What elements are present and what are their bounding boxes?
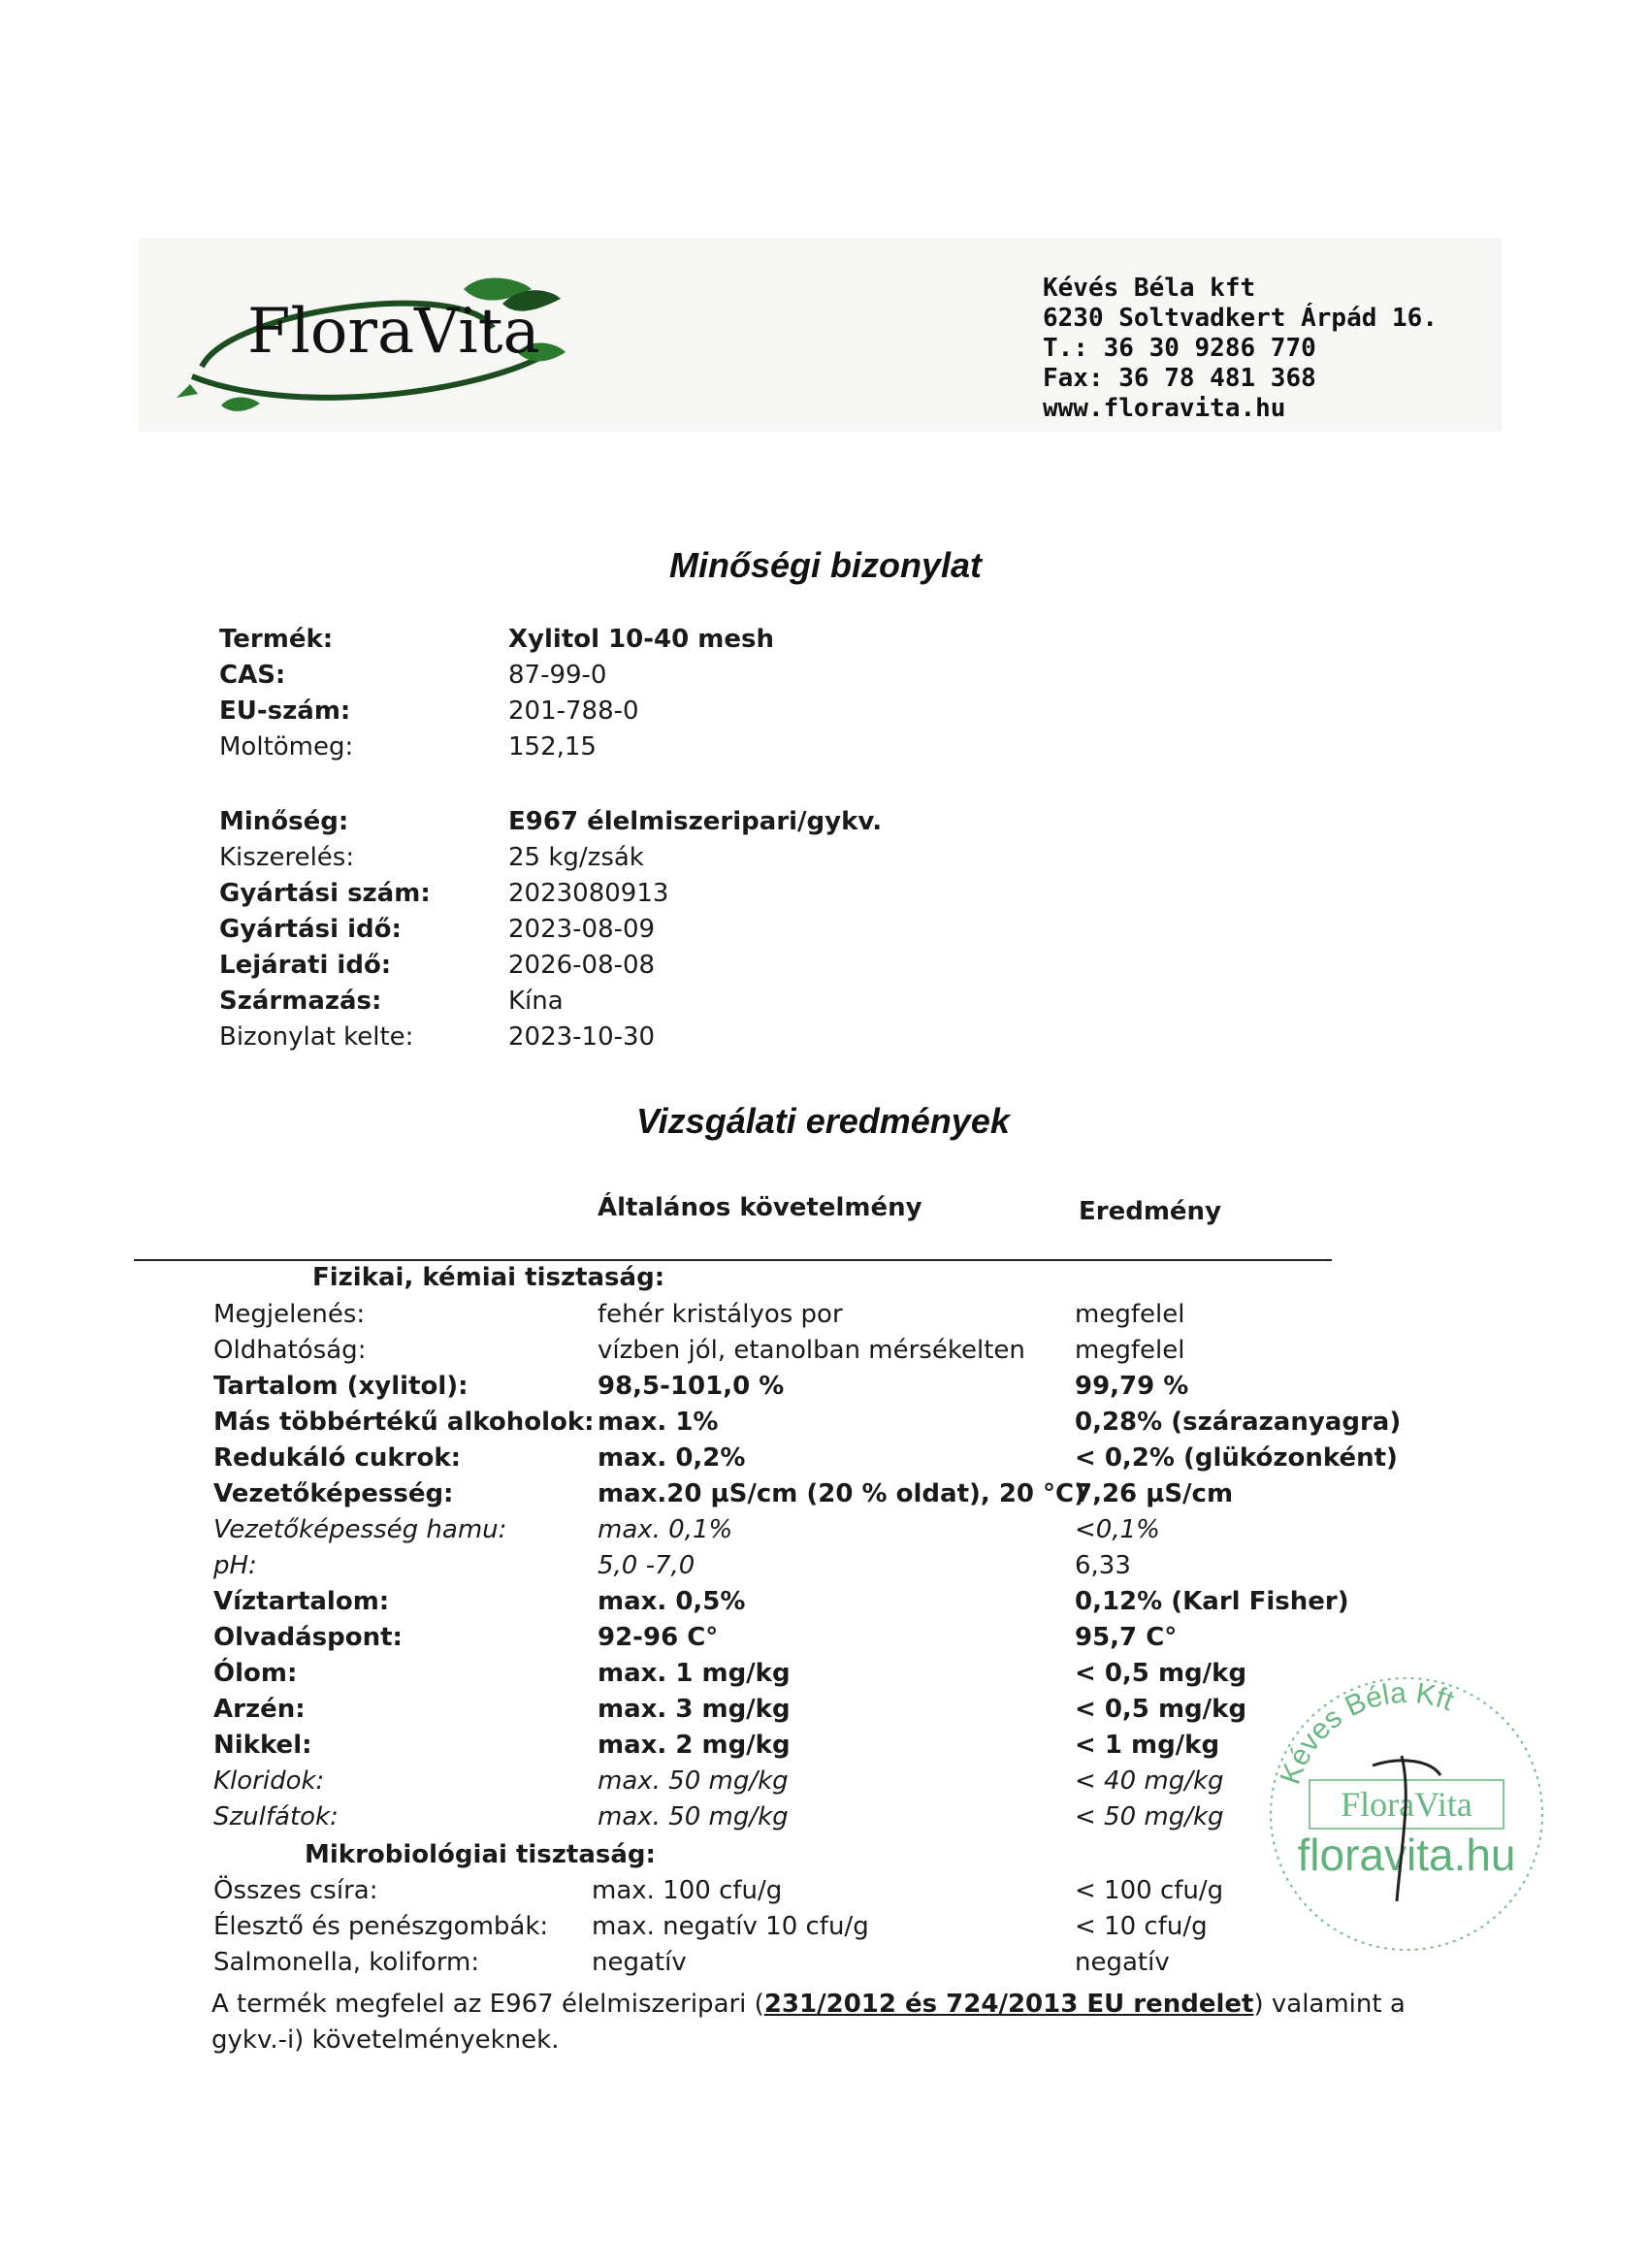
company-address: 6230 Soltvadkert Árpád 16. <box>1043 304 1438 333</box>
res-salmonella: negatív <box>1075 1948 1170 1977</box>
req-lead: max. 1 mg/kg <box>598 1659 791 1688</box>
table-row <box>0 1479 1649 1515</box>
res-reducing-sugars: < 0,2% (glükózonként) <box>1075 1443 1398 1473</box>
res-solubility: megfelel <box>1075 1336 1185 1365</box>
res-polyols: 0,28% (szárazanyagra) <box>1075 1408 1402 1437</box>
req-arsenic: max. 3 mg/kg <box>598 1695 791 1724</box>
param-arsenic: Arzén: <box>213 1695 306 1724</box>
regulation-reference: 231/2012 és 724/2013 EU rendelet <box>763 1990 1254 2019</box>
compliance-text-before: A termék megfelel az E967 élelmiszeripari ( <box>211 1990 764 2019</box>
req-conductivity: max.20 µS/cm (20 % oldat), 20 °C) <box>598 1479 1086 1508</box>
table-row <box>0 1587 1649 1623</box>
packaging-label: Kiszerelés: <box>219 843 355 872</box>
header-divider <box>134 1259 1332 1261</box>
res-nickel: < 1 mg/kg <box>1075 1731 1220 1760</box>
page-title: Minőségi bizonylat <box>669 545 983 585</box>
requirement-column-header: Általános követelmény <box>598 1193 922 1222</box>
req-reducing-sugars: max. 0,2% <box>598 1443 746 1473</box>
res-arsenic: < 0,5 mg/kg <box>1075 1695 1247 1724</box>
origin-value: Kína <box>508 987 564 1016</box>
eu-number-label: EU-szám: <box>219 697 351 726</box>
req-water-content: max. 0,5% <box>598 1587 746 1616</box>
molar-mass-label: Moltömeg: <box>219 732 354 761</box>
stamp-ring-text: Kéves Béla Kft <box>1274 1676 1459 1789</box>
res-total-count: < 100 cfu/g <box>1075 1876 1224 1905</box>
param-nickel: Nikkel: <box>213 1731 312 1760</box>
param-lead: Ólom: <box>213 1659 298 1688</box>
eu-number-value: 201-788-0 <box>508 697 639 726</box>
param-sulfates: Szulfátok: <box>213 1802 339 1831</box>
req-ph: 5,0 -7,0 <box>598 1551 695 1580</box>
packaging-value: 25 kg/zsák <box>508 843 644 872</box>
expiry-date-label: Lejárati idő: <box>219 951 392 980</box>
table-row <box>0 1336 1649 1372</box>
req-polyols: max. 1% <box>598 1408 719 1437</box>
res-yeast-mold: < 10 cfu/g <box>1075 1912 1208 1941</box>
batch-number-value: 2023080913 <box>508 879 669 908</box>
certificate-date-label: Bizonylat kelte: <box>219 1022 414 1052</box>
req-sulfates: max. 50 mg/kg <box>598 1802 789 1831</box>
expiry-date-value: 2026-08-08 <box>508 951 656 980</box>
param-conductivity-ash: Vezetőképesség hamu: <box>213 1515 507 1544</box>
param-polyols: Más többértékű alkoholok: <box>213 1408 595 1437</box>
origin-label: Származás: <box>219 987 382 1016</box>
param-salmonella: Salmonella, koliform: <box>213 1948 480 1977</box>
param-solubility: Oldhatóság: <box>213 1336 367 1365</box>
res-content: 99,79 % <box>1075 1372 1189 1401</box>
req-yeast-mold: max. negatív 10 cfu/g <box>592 1912 869 1941</box>
res-appearance: megfelel <box>1075 1300 1185 1329</box>
res-lead: < 0,5 mg/kg <box>1075 1659 1247 1688</box>
param-yeast-mold: Élesztő és penészgombák: <box>213 1912 549 1941</box>
req-nickel: max. 2 mg/kg <box>598 1731 791 1760</box>
req-solubility: vízben jól, etanolban mérsékelten <box>598 1336 1025 1365</box>
logo-text: FloraVita <box>247 296 540 368</box>
table-row <box>0 1443 1649 1479</box>
res-conductivity-ash: <0,1% <box>1075 1515 1160 1544</box>
req-conductivity-ash: max. 0,1% <box>598 1515 733 1544</box>
param-water-content: Víztartalom: <box>213 1587 390 1616</box>
res-sulfates: < 50 mg/kg <box>1075 1802 1224 1831</box>
cas-value: 87-99-0 <box>508 661 607 690</box>
result-column-header: Eredmény <box>1079 1197 1222 1226</box>
res-ph: 6,33 <box>1075 1551 1131 1580</box>
res-water-content: 0,12% (Karl Fisher) <box>1075 1587 1349 1616</box>
company-stamp <box>1256 1649 1557 1969</box>
param-chlorides: Kloridok: <box>213 1766 325 1796</box>
req-salmonella: negatív <box>592 1948 687 1977</box>
production-date-label: Gyártási idő: <box>219 915 402 944</box>
param-content: Tartalom (xylitol): <box>213 1372 469 1401</box>
stamp-center-text: FloraVita <box>1341 1785 1472 1824</box>
svg-text:Kéves Béla Kft <box>1275 1677 1459 1789</box>
certificate-date-value: 2023-10-30 <box>508 1022 656 1052</box>
req-appearance: fehér kristályos por <box>598 1300 843 1329</box>
res-chlorides: < 40 mg/kg <box>1075 1766 1224 1796</box>
table-row <box>0 1300 1649 1336</box>
res-conductivity: 7,26 µS/cm <box>1075 1479 1234 1508</box>
req-chlorides: max. 50 mg/kg <box>598 1766 789 1796</box>
compliance-statement <box>211 1987 1472 2058</box>
company-phone: T.: 36 30 9286 770 <box>1043 334 1316 363</box>
table-row <box>0 1408 1649 1443</box>
batch-number-label: Gyártási szám: <box>219 879 431 908</box>
microbiological-section-title: Mikrobiológiai tisztaság: <box>305 1840 656 1869</box>
param-conductivity: Vezetőképesség: <box>213 1479 454 1508</box>
company-website[interactable]: www.floravita.hu <box>1043 394 1286 423</box>
company-name: Kévés Béla kft <box>1043 274 1256 303</box>
param-melting-point: Olvadáspont: <box>213 1623 403 1652</box>
cas-label: CAS: <box>219 661 286 690</box>
company-fax: Fax: 36 78 481 368 <box>1043 364 1316 393</box>
product-value: Xylitol 10-40 mesh <box>508 625 774 654</box>
quality-label: Minőség: <box>219 807 349 836</box>
res-melting-point: 95,7 C° <box>1075 1623 1178 1652</box>
param-reducing-sugars: Redukáló cukrok: <box>213 1443 462 1473</box>
req-content: 98,5-101,0 % <box>598 1372 785 1401</box>
quality-value: E967 élelmiszeripari/gykv. <box>508 807 883 836</box>
param-appearance: Megjelenés: <box>213 1300 366 1329</box>
table-row <box>0 1515 1649 1551</box>
product-label: Termék: <box>219 625 334 654</box>
results-title: Vizsgálati eredmények <box>636 1101 1010 1141</box>
molar-mass-value: 152,15 <box>508 732 597 761</box>
company-contact-block <box>1043 274 1438 424</box>
req-melting-point: 92-96 C° <box>598 1623 719 1652</box>
stamp-bottom-text: floravita.hu <box>1297 1830 1516 1880</box>
physical-chemical-section-title: Fizikai, kémiai tisztaság: <box>312 1263 665 1292</box>
table-row <box>0 1551 1649 1587</box>
param-total-count: Összes csíra: <box>213 1876 378 1905</box>
req-total-count: max. 100 cfu/g <box>592 1876 783 1905</box>
param-ph: pH: <box>213 1551 257 1580</box>
table-row <box>0 1372 1649 1408</box>
compliance-text-after: ) valamint a gykv.-i) követelményeknek. <box>211 1990 1406 2055</box>
production-date-value: 2023-08-09 <box>508 915 656 944</box>
